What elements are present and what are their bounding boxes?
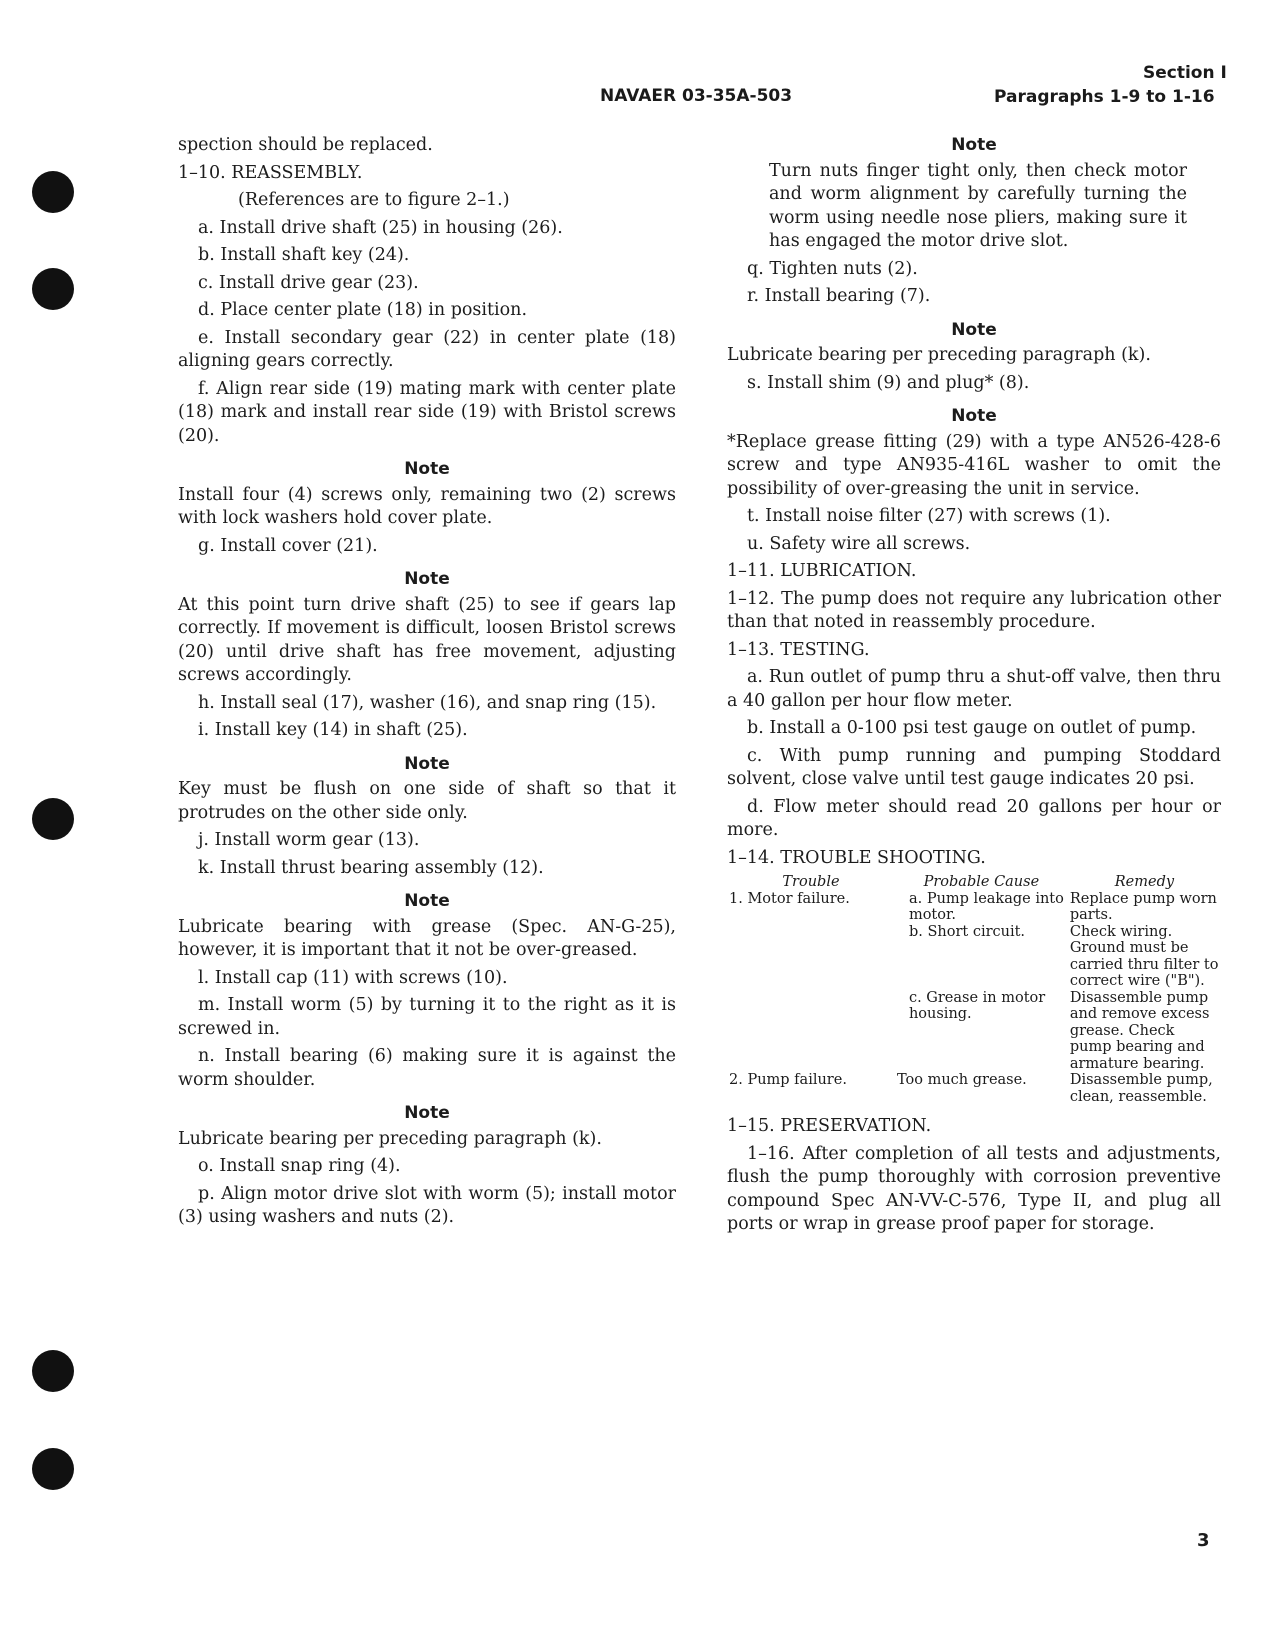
heading-trouble-shooting: 1–14. TROUBLE SHOOTING.: [727, 847, 986, 868]
right-column: [727, 134, 1221, 1241]
note-text: Lubricate bearing per preceding paragraph (k).: [727, 345, 1151, 365]
note-heading: Note: [404, 1103, 450, 1123]
cause-cell: c. Grease in motor housing.: [908, 989, 1046, 1022]
table-row: [727, 990, 1221, 1073]
remedy-cell: Disassemble pump, clean, reassemble.: [1069, 1072, 1213, 1105]
trouble-cell: [727, 924, 895, 990]
note-text: *Replace grease fitting (29) with a type AN526-428-6 screw and type AN935-416L washer to omit the possibility of over-greasing the unit in service.: [727, 431, 1221, 499]
trouble-cell: 2. Pump failure.: [729, 1072, 847, 1088]
cause-cell: Too much grease.: [896, 1072, 1027, 1088]
remedy-cell: Check wiring. Ground must be carried thru filter to correct wire ("B").: [1069, 923, 1219, 989]
cause-cell: b. Short circuit.: [908, 923, 1026, 940]
heading-testing: 1–13. TESTING.: [727, 639, 870, 660]
step-o: o. Install snap ring (4).: [198, 1156, 401, 1176]
table-row: [727, 1072, 1221, 1105]
step-i: i. Install key (14) in shaft (25).: [198, 720, 468, 740]
paragraph-1-12: 1–12. The pump does not require any lubrication other than that noted in reassembly procedure.: [727, 588, 1221, 632]
section-label: Section I: [1143, 63, 1227, 83]
paragraph-1-16: 1–16. After completion of all tests and adjustments, flush the pump thoroughly with corrosion preventive compound Spec AN-VV-C-576, Type II, and plug all ports or wrap in grease proof paper for storage.: [727, 1143, 1221, 1234]
step-g: g. Install cover (21).: [198, 535, 378, 556]
heading-preservation: 1–15. PRESERVATION.: [727, 1116, 932, 1136]
step-l: l. Install cap (11) with screws (10).: [198, 967, 508, 988]
step-h: h. Install seal (17), washer (16), and snap ring (15).: [198, 692, 657, 713]
note-heading: Note: [404, 753, 450, 774]
step-a: a. Install drive shaft (25) in housing (26).: [198, 217, 563, 238]
binder-hole: [32, 1350, 74, 1392]
note-heading: Note: [951, 406, 997, 426]
step-k: k. Install thrust bearing assembly (12).: [198, 857, 544, 878]
test-step-d: d. Flow meter should read 20 gallons per hour or more.: [727, 796, 1221, 840]
doc-number: NAVAER 03-35A-503: [600, 86, 793, 106]
note-heading: Note: [951, 319, 997, 340]
step-t: t. Install noise filter (27) with screws (1).: [747, 506, 1111, 526]
left-column: [178, 134, 676, 1234]
note-heading: Note: [404, 459, 450, 479]
step-c: c. Install drive gear (23).: [198, 272, 419, 293]
note-heading: Note: [404, 891, 450, 911]
cause-cell: a. Pump leakage into motor.: [908, 890, 1064, 923]
note-heading: Note: [404, 569, 450, 589]
test-step-c: c. With pump running and pumping Stoddard solvent, close valve until test gauge indicates 20 psi.: [727, 745, 1221, 789]
column-header-probable-cause: Probable Cause: [923, 874, 1040, 890]
step-b: b. Install shaft key (24).: [198, 245, 410, 265]
heading-lubrication: 1–11. LUBRICATION.: [727, 561, 917, 581]
step-m: m. Install worm (5) by turning it to the right as it is screwed in.: [178, 995, 676, 1039]
note-text: Lubricate bearing per preceding paragraph (k).: [178, 1128, 602, 1149]
step-r: r. Install bearing (7).: [747, 286, 931, 306]
remedy-cell: Disassemble pump and remove excess grease. Check pump bearing and armature bearing.: [1069, 989, 1210, 1072]
test-step-b: b. Install a 0-100 psi test gauge on outlet of pump.: [747, 718, 1197, 738]
step-d: d. Place center plate (18) in position.: [198, 300, 528, 320]
paragraph-range: Paragraphs 1-9 to 1-16: [994, 87, 1215, 107]
step-p: p. Align motor drive slot with worm (5); install motor (3) using washers and nuts (2).: [178, 1183, 676, 1227]
page-number: 3: [1197, 1530, 1210, 1551]
note-heading: Note: [951, 135, 997, 155]
note-text: Lubricate bearing with grease (Spec. AN-G-25), however, it is important that it not be over-greased.: [178, 916, 676, 960]
reference-note: (References are to figure 2–1.): [238, 190, 510, 210]
step-j: j. Install worm gear (13).: [198, 830, 420, 850]
note-text: Install four (4) screws only, remaining two (2) screws with lock washers hold cover plate.: [178, 484, 676, 528]
trouble-cell: 1. Motor failure.: [729, 890, 850, 907]
binder-hole: [32, 171, 74, 213]
test-step-a: a. Run outlet of pump thru a shut-off valve, then thru a 40 gallon per hour flow meter.: [727, 667, 1221, 711]
step-e: e. Install secondary gear (22) in center plate (18) aligning gears correctly.: [178, 327, 676, 371]
continued-text: spection should be replaced.: [178, 135, 433, 155]
column-header-remedy: Remedy: [1114, 874, 1175, 890]
heading-reassembly: 1–10. REASSEMBLY.: [178, 162, 363, 183]
column-header-trouble: Trouble: [782, 874, 840, 890]
note-text: Key must be flush on one side of shaft so that it protrudes on the other side only.: [178, 779, 676, 823]
binder-hole: [32, 268, 74, 310]
note-text: At this point turn drive shaft (25) to see if gears lap correctly. If movement is difficult, loosen Bristol screws (20) until drive shaft has free movement, adjusting screws accordingly.: [178, 594, 676, 685]
table-row: [727, 891, 1221, 924]
binder-hole: [32, 1448, 74, 1490]
remedy-cell: Replace pump worn parts.: [1069, 890, 1217, 923]
trouble-shooting-table: [727, 874, 1221, 1105]
step-s: s. Install shim (9) and plug* (8).: [747, 372, 1030, 393]
table-row: [727, 924, 1221, 990]
trouble-cell: [727, 990, 895, 1073]
note-text: Turn nuts finger tight only, then check motor and worm alignment by carefully turning the worm using needle nose pliers, making sure it has engaged the motor drive slot.: [769, 160, 1187, 251]
step-u: u. Safety wire all screws.: [747, 533, 971, 554]
step-n: n. Install bearing (6) making sure it is against the worm shoulder.: [178, 1046, 676, 1090]
step-f: f. Align rear side (19) mating mark with center plate (18) mark and install rear side (19) with Bristol screws (20).: [178, 378, 676, 446]
step-q: q. Tighten nuts (2).: [747, 258, 918, 279]
binder-hole: [32, 798, 74, 840]
